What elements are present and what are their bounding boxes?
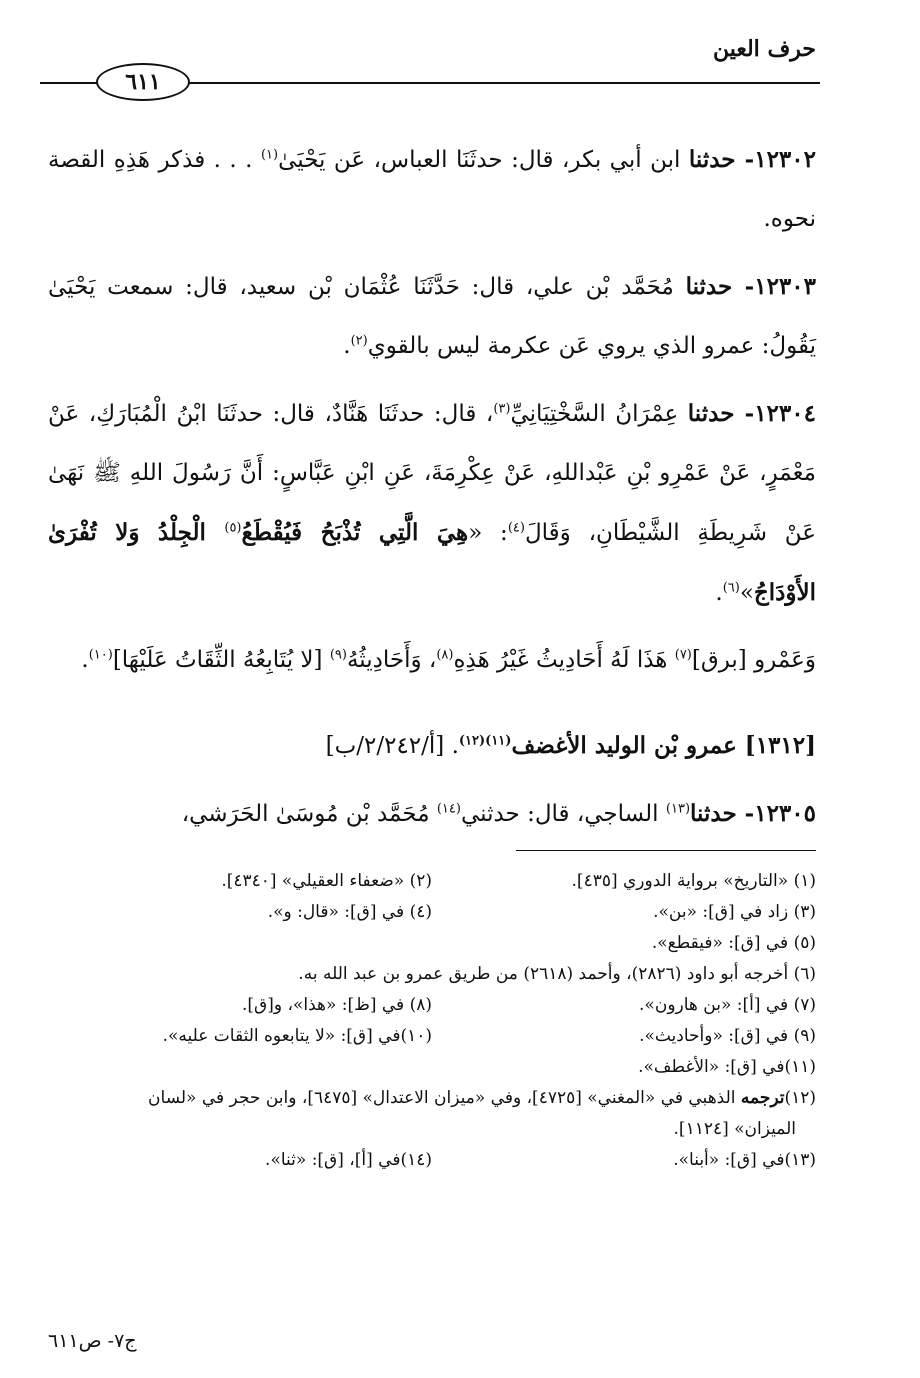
main-text <box>48 130 816 852</box>
footnote-ref: (١٣) <box>665 801 691 817</box>
footnote-row <box>48 866 816 897</box>
entry-number: ١٢٣٠٢- <box>735 146 816 173</box>
footnote-ref: (١٠) <box>88 647 113 663</box>
footnote-11: (١١)في [ق]: «الأغطف». <box>638 1057 816 1077</box>
manuscript-ref: . [أ/٢/٢٤٢/ب] <box>325 733 459 759</box>
paragraph-12305 <box>48 784 816 844</box>
footnote-keyword: ترجمه <box>740 1088 785 1108</box>
footnote-ref: (٥) <box>224 520 242 536</box>
footnote-row <box>48 897 816 928</box>
keyword: حدثنا <box>690 800 737 827</box>
footnote-row <box>48 1021 816 1052</box>
paragraph-12303 <box>48 257 816 376</box>
running-title: حرف العين <box>712 36 816 62</box>
text: ، وَأَحَادِيثُهُ <box>346 647 437 673</box>
text: . . . فذكر هَذِهِ القصة نحوه. <box>48 147 816 232</box>
text: مُحَمَّد بْن مُوسَىٰ الحَرَشي، <box>181 801 437 827</box>
footnote-8: (٨) في [ظ]: «هذا»، و[ق]. <box>241 995 432 1015</box>
hadith-text: الْجِلْدُ وَلا تُفْرَىٰ الأَوْدَاجُ <box>48 519 816 606</box>
footnote-5: (٥) في [ق]: «فيقطع». <box>651 933 816 953</box>
footnote-row <box>48 928 816 959</box>
footnote-ref: (٣) <box>493 401 511 417</box>
footnote-ref: (٦) <box>722 580 740 596</box>
footnote-ref: (٩) <box>329 647 347 663</box>
paragraph-12302 <box>48 130 816 249</box>
text: ابن أبي بكر، قال: حدثَنَا العباس، عَن يَحْيَىٰ <box>278 147 689 173</box>
footnote-ref: (٧) <box>674 647 692 663</box>
footnote-ref: (٤) <box>507 520 525 536</box>
footnote-1: (١) «التاريخ» برواية الدوري [٤٣٥]. <box>571 871 816 891</box>
text: [لا يُتَابِعُهُ الثِّقَاتُ عَلَيْهَا] <box>112 647 330 673</box>
footnote-rule <box>516 850 816 851</box>
entry-number: ١٢٣٠٤- <box>734 400 816 427</box>
entry-number: ١٢٣٠٥- <box>736 800 816 827</box>
footnote-ref: (١٤) <box>436 801 461 817</box>
text: : « <box>468 520 508 546</box>
text: هَذَا لَهُ أَحَادِيثُ غَيْرُ هَذِهِ <box>453 647 675 673</box>
page-number-badge <box>96 63 190 101</box>
footnote-9: (٩) في [ق]: «وأحاديث». <box>639 1026 816 1046</box>
footnote-text: الذهبي في «المغني» [٤٧٢٥]، وفي «ميزان الاعتدال» [٦٤٧٥]، وابن حجر في «لسان <box>148 1088 741 1108</box>
text: » <box>739 580 754 606</box>
footnote-ref: (١) <box>260 147 279 163</box>
footnote-13: (١٣)في [ق]: «أبنا». <box>673 1150 816 1170</box>
footnote-7: (٧) في [أ]: «بن هارون». <box>639 995 816 1015</box>
footnote-row <box>48 1145 816 1176</box>
text: . <box>715 580 723 606</box>
text: مُحَمَّد بْن علي، قال: حَدَّثَنَا عُثْمَان بْن سعيد، قال: سمعت يَحْيَىٰ يَقُولُ: عمرو الذي يروي عَن عكرمة ليس بالقوي <box>48 274 816 359</box>
text: وَعَمْرو [برق] <box>691 647 816 673</box>
footnote-ref: (٢) <box>350 333 368 349</box>
footnote-12 <box>48 1083 816 1114</box>
paragraph-12304 <box>48 384 816 623</box>
text: الساجي، قال: حدثني <box>460 801 666 827</box>
footnote-4: (٤) في [ق]: «قال: و». <box>267 902 432 922</box>
text: . <box>343 333 351 359</box>
footnote-12-continued: الميزان» [١١٢٤]. <box>673 1119 796 1139</box>
footnote-10: (١٠)في [ق]: «لا يتابعوه الثقات عليه». <box>162 1026 432 1046</box>
keyword: حدثنا <box>688 146 736 173</box>
footnotes <box>48 866 816 1176</box>
footnote-3: (٣) زاد في [ق]: «بن». <box>653 902 816 922</box>
keyword: حدثنا <box>685 273 733 300</box>
footnote-row <box>48 1083 816 1114</box>
footnote-ref: (١١)(١٢) <box>458 733 512 749</box>
footnote-ref: (٨) <box>436 647 454 663</box>
footnote-row <box>48 990 816 1021</box>
entry-heading <box>48 716 816 776</box>
heading-text: [١٣١٢] عمرو بْن الوليد الأغضف <box>511 732 816 759</box>
footnote-row <box>48 1052 816 1083</box>
entry-number: ١٢٣٠٣- <box>732 273 816 300</box>
hadith-text: هِيَ الَّتِي تُذْبَحُ فَيُقْطَعُ <box>241 519 469 546</box>
footnote-14: (١٤)في [أ]، [ق]: «ثنا». <box>265 1150 432 1170</box>
footnote-2: (٢) «ضعفاء العقيلي» [٤٣٤٠]. <box>221 871 432 891</box>
text: عِمْرَانُ السَّخْتِيَانِيِّ <box>510 401 688 427</box>
text: . <box>81 647 89 673</box>
footnote-number: (١٢) <box>784 1088 816 1108</box>
footnote-row <box>48 959 816 990</box>
keyword: حدثنا <box>687 400 735 427</box>
paragraph-comment <box>48 631 816 690</box>
footnote-6: (٦) أخرجه أبو داود (٢٨٢٦)، وأحمد (٢٦١٨) من طريق عمرو بن عبد الله به. <box>298 964 816 984</box>
text: ، قال: حدثَنَا هَنَّادٌ، قال: حدثَنَا ابْنُ الْمُبَارَكِ، عَنْ مَعْمَرٍ، عَنْ عَمْرِو بْنِ عَبْداللهِ، عَنْ عِكْرِمَةَ، عَنِ ابْنِ عَبَّاسٍ: أَنَّ رَسُولَ اللهِ ﷺ نَهَىٰ عَنْ شَرِيطَةِ الشَّيْطَانِ، وَقَالَ <box>48 401 816 546</box>
footnote-row <box>48 1114 816 1145</box>
volume-page-label: ج٧- ص٦١١ <box>48 1330 137 1352</box>
page-number: ٦١١ <box>125 69 161 95</box>
